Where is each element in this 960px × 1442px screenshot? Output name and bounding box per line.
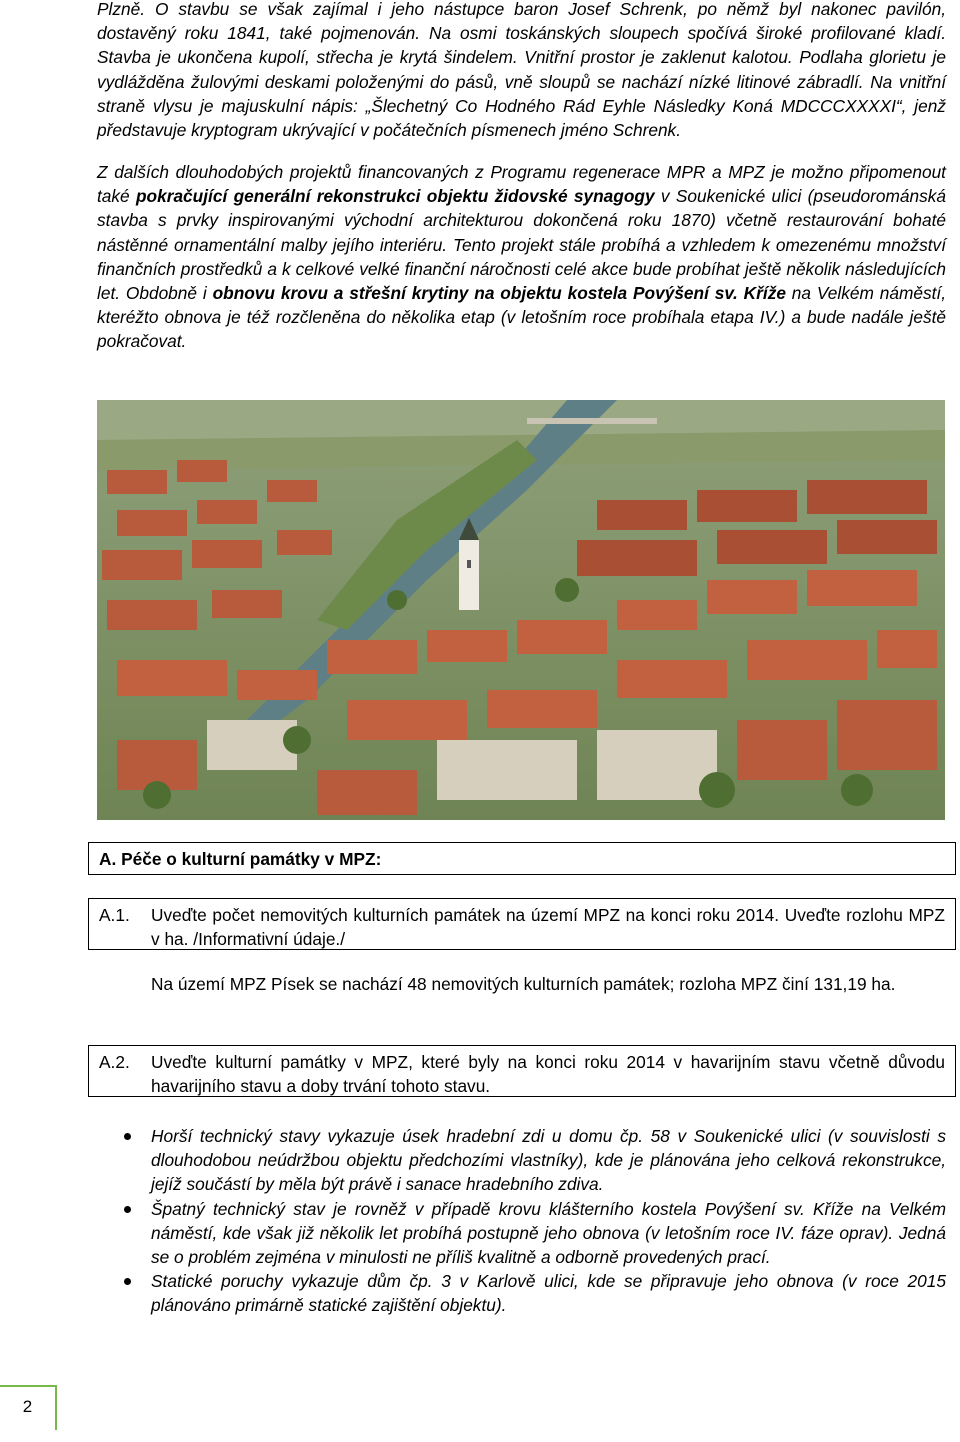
question-a1-number: A.1.: [99, 905, 130, 925]
bullet-icon: [124, 1133, 131, 1140]
page-number: 2: [0, 1385, 57, 1430]
intro-paragraph-1: [97, 0, 946, 142]
section-a-heading: A. Péče o kulturní památky v MPZ:: [88, 842, 956, 875]
question-a1-text: Uveďte počet nemovitých kulturních památek na území MPZ na konci roku 2014. Uveďte rozlohu MPZ v ha. /Informativní údaje./: [151, 905, 945, 949]
intro-text-2e: na Velkém náměstí, kteréžto obnova je též rozčleněna do několika etap (v letošním roce probíhala etapa IV.) a bude nadále ještě pokračovat.: [97, 283, 947, 352]
list-item-text: Špatný technický stav je rovněž v případě krovu klášterního kostela Povýšení sv. Kříže na Velkém náměstí, kde však již několik let probíhá postupně jeho obnova (v letošním roce IV. fáze oprav). Jedná se o problém zejména v minulosti ne příliš kvalitně a odborně provedených prací.: [151, 1198, 946, 1268]
intro-text-2: [97, 160, 946, 354]
aerial-photo-drawing: [97, 400, 945, 820]
list-item-text: Statické poruchy vykazuje dům čp. 3 v Karlově ulici, kde se připravuje jeho obnova (v roce 2015 plánováno primárně statické zajištění objektu).: [151, 1271, 946, 1316]
list-item: [151, 1269, 946, 1317]
list-item: [151, 1124, 946, 1197]
question-a2-box: [88, 1045, 956, 1097]
bullet-icon: [124, 1278, 131, 1285]
intro-text-2c: v Soukenické ulici (pseudorománská stavba s prvky inspirovanými východní architekturou dokončená roku 1870) včetně restaurování bohaté nástěnné ornamentální malby jejího interiéru. Tento projekt stále probíhá a vzhledem k omezenému množství finančních prostředků a k celkové velké finanční náročnosti celé akce bude probíhat ještě několik následujících let. Obdobně i: [97, 186, 946, 304]
church-tower: [459, 540, 479, 610]
question-a2-text: Uveďte kulturní památky v MPZ, které byly na konci roku 2014 v havarijním stavu včetně důvodu havarijního stavu a doby trvání tohoto stavu.: [151, 1052, 945, 1096]
emergency-monuments-list: [151, 1124, 946, 1318]
church-highlight: obnovu krovu a střešní krytiny na objektu kostela Povýšení sv. Kříže: [212, 283, 786, 304]
intro-text-2a: Z dalších dlouhodobých projektů financovaných z Programu regenerace MPR a MPZ je možno připomenout také: [97, 162, 946, 207]
intro-paragraph-2: [97, 160, 946, 354]
bullet-icon: [124, 1206, 131, 1213]
answer-a1: Na území MPZ Písek se nachází 48 nemovitých kulturních památek; rozloha MPZ činí 131,19 ha.: [151, 974, 896, 994]
synagogue-highlight: pokračující generální rekonstrukci objektu židovské synagogy: [136, 186, 655, 207]
intro-text-1: Plzně. O stavbu se však zajímal i jeho nástupce baron Josef Schrenk, po němž byl nakonec pavilón, dostavěný roku 1841, také pojmenován. Na osmi toskánských sloupech spočívá široké profilované kladí. Stavba je ukončena kupolí, střecha je krytá šindelem. Vnitřní prostor je zaklenut kalotou. Podlaha glorietu je vydlážděna žulovými deskami položenými do pásů, vně sloupů se nachází nízké litinové zábradlí. Na vnitřní straně vlysu je majuskulní nápis: „Šlechetný Co Hodného Rád Eyhle Následky Koná MDCCCXXXXI“, jenž představuje kryptogram ukrývající v počátečních písmenech jméno Schrenk.: [97, 0, 946, 141]
list-item-text: Horší technický stavy vykazuje úsek hradební zdi u domu čp. 58 v Soukenické ulici (v souvislosti s dlouhodobou neúdržbou objektu předchozími vlastníky), kde je plánována jeho celková rekonstrukce, jejíž součástí by měla být právě i sanace hradebního zdiva.: [151, 1126, 946, 1195]
list-item: [151, 1197, 946, 1270]
question-a2-number: A.2.: [99, 1052, 130, 1072]
aerial-town-photo: [97, 400, 945, 820]
question-a1-box: [88, 898, 956, 950]
